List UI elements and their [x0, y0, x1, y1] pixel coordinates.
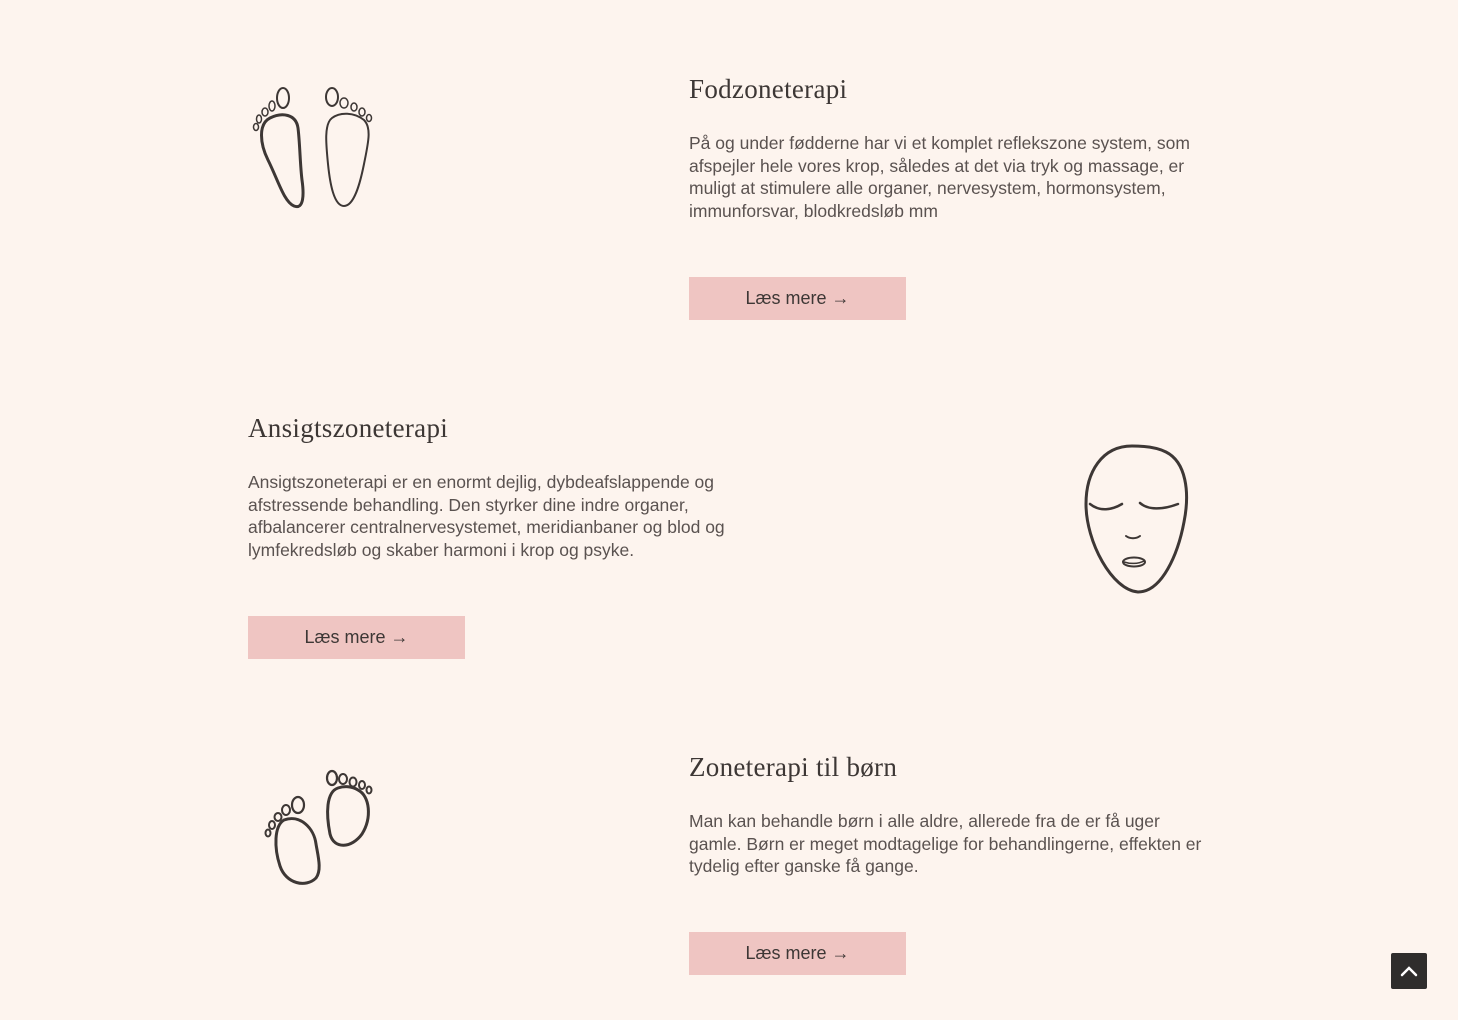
read-more-button[interactable]: Læs mere → [689, 277, 906, 320]
section-title: Zoneterapi til børn [689, 752, 898, 782]
section-text: Man kan behandle børn i alle aldre, allerede fra de er få uger gamle. Børn er meget modtagelige for behandlingerne, effekten er tydelig efter ganske få gange. [689, 811, 1202, 877]
child-feet-icon [262, 768, 376, 890]
section-title: Fodzoneterapi [689, 74, 848, 104]
read-more-button[interactable]: Læs mere → [248, 616, 465, 659]
section-text: På og under fødderne har vi et komplet reflekszone system, som afspejler hele vores krop, således at det via tryk og massage, er muligt at stimulere alle organer, nervesystem, hormonsystem, immunforsvar, blodkredsløb mm [689, 133, 1190, 222]
scroll-to-top-button[interactable] [1391, 953, 1427, 989]
section-title: Ansigtszoneterapi [248, 413, 449, 443]
adult-feet-icon [248, 84, 380, 212]
read-more-button[interactable]: Læs mere → [689, 932, 906, 975]
section-text: Ansigtszoneterapi er en enormt dejlig, dybdeafslappende og afstressende behandling. Den styrker dine indre organer, afbalancerer centralnervesystemet, meridianbaner og blod og lymfekredsløb og skaber harmoni i krop og psyke. [248, 472, 725, 561]
face-icon [1082, 442, 1192, 598]
chevron-up-icon [1400, 965, 1418, 977]
